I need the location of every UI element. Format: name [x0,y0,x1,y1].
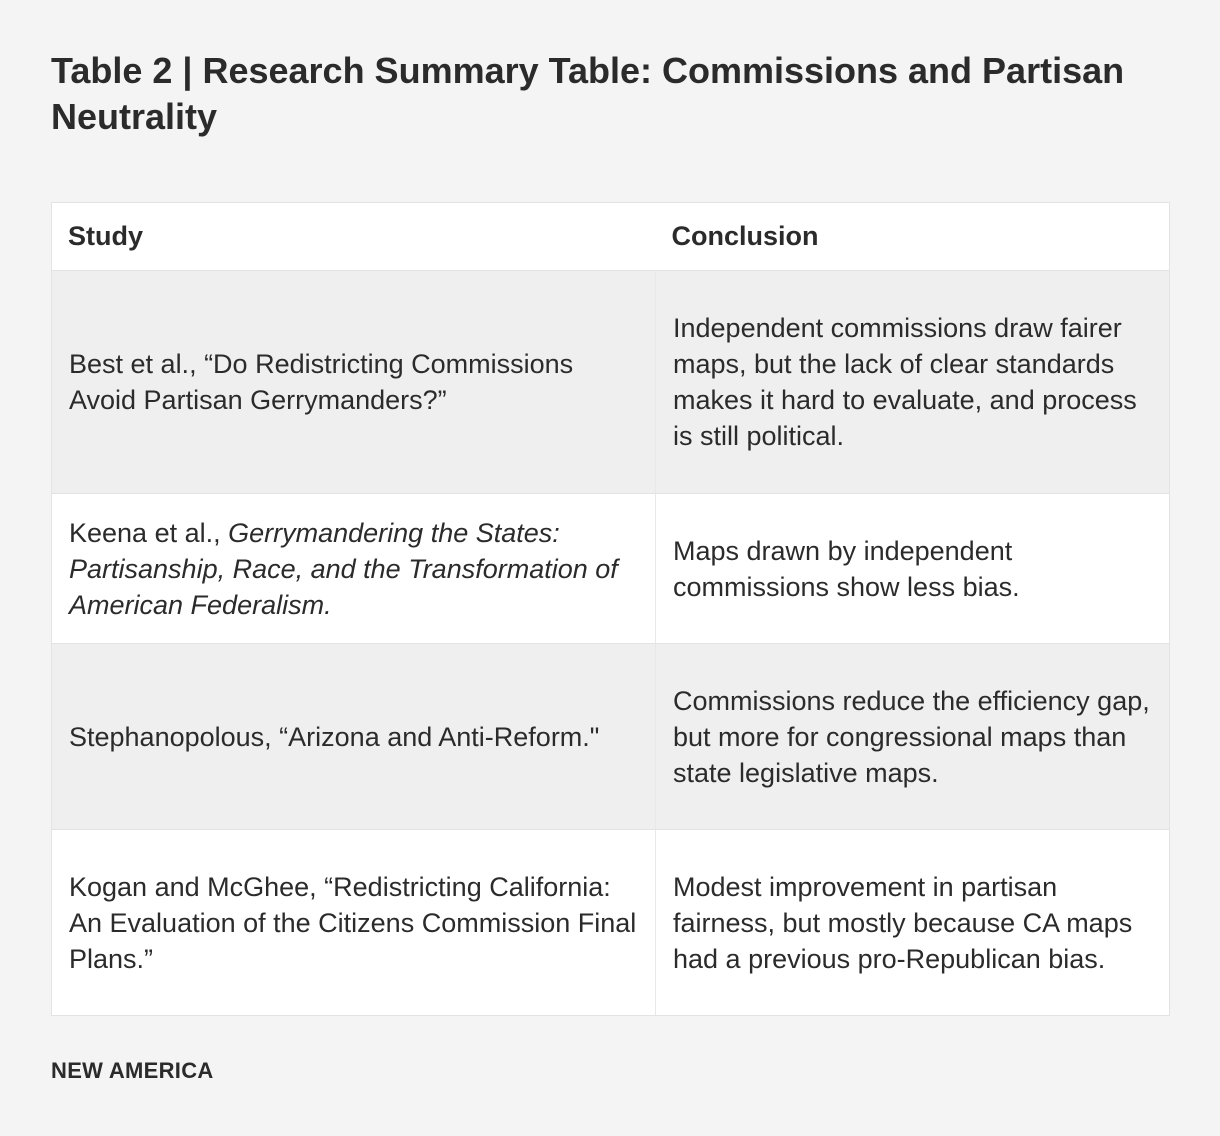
study-cell: Kogan and McGhee, “Redistricting California: An Evaluation of the Citizens Commission Final Plans.” [52,830,656,1016]
table-row [52,644,1170,830]
publisher-label: NEW AMERICA [51,1058,214,1083]
table-row [52,494,1170,644]
header-study: Study [52,203,656,271]
conclusion-cell: Independent commissions draw fairer maps, but the lack of clear standards makes it hard to evaluate, and process is still political. [656,271,1170,494]
page-title: Table 2 | Research Summary Table: Commissions and Partisan Neutrality [51,50,1125,137]
conclusion-cell: Modest improvement in partisan fairness, but mostly because CA maps had a previous pro-Republican bias. [656,830,1170,1016]
study-cell: Stephanopolous, “Arizona and Anti-Reform." [52,644,656,830]
study-cell [52,494,656,644]
table-row [52,271,1170,494]
study-title: Gerrymandering the States: Partisanship, Race, and the Transformation of American Federalism. [69,517,618,620]
research-summary-table [51,202,1170,1016]
header-conclusion: Conclusion [656,203,1170,271]
table-row [52,830,1170,1016]
study-cell: Best et al., “Do Redistricting Commissions Avoid Partisan Gerrymanders?” [52,271,656,494]
conclusion-cell: Commissions reduce the efficiency gap, but more for congressional maps than state legislative maps. [656,644,1170,830]
conclusion-cell: Maps drawn by independent commissions show less bias. [656,494,1170,644]
study-author: Keena et al., [69,517,229,548]
table-header-row [52,203,1170,271]
